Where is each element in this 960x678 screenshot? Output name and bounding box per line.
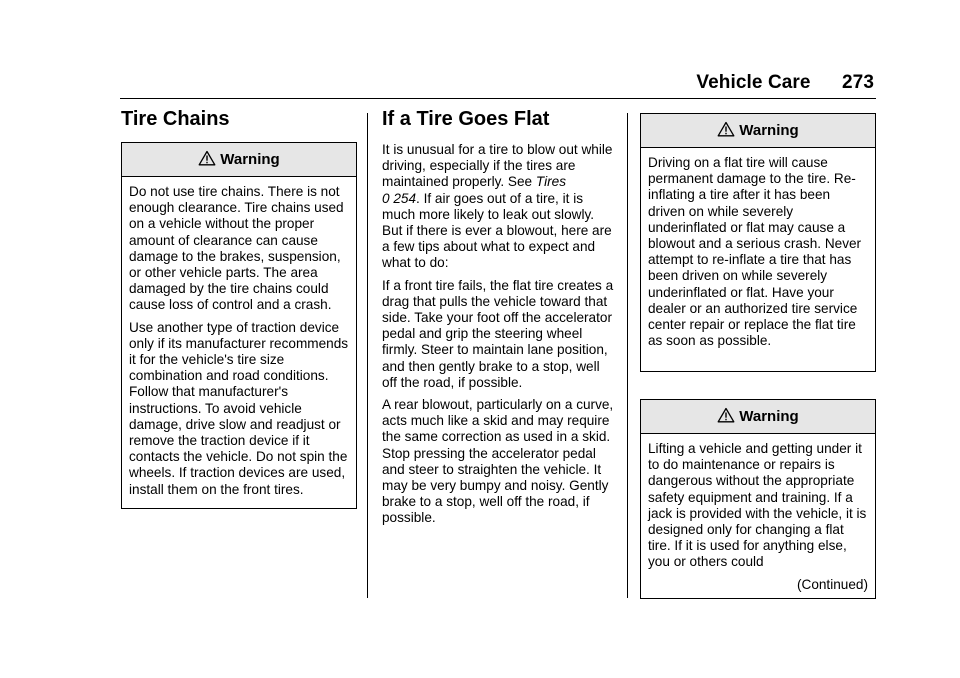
column-divider [627,113,628,598]
warning-text: Driving on a flat tire will cause permanent damage to the tire. Re-inflating a tire after it has been driven on while severely underinflated or flat may cause a blowout and a serious crash. Never attempt to re-inflate a tire that has been driven on while severely underinflated or flat. Have your dealer or an authorized tire service center repair or replace the flat tire as soon as possible. [648,155,862,349]
continued-label: (Continued) [796,576,868,592]
warning-box [121,142,357,509]
warning-triangle-icon [717,121,735,137]
flat-tire-section [382,108,614,533]
section-title: Vehicle Care [696,72,811,93]
warning-label: Warning [739,408,799,425]
warning-text: Lifting a vehicle and getting under it to do maintenance or repairs is dangerous without the appropriate safety equipment and training. If a jack is provided with the vehicle, it is designed only for changing a flat tire. If it is used for anything else, you or others could [648,441,867,570]
warnings-column [640,113,876,599]
warning-triangle-icon [198,150,216,166]
warning-header [122,143,356,177]
warning-label: Warning [739,122,799,139]
section-heading: Tire Chains [121,108,230,130]
warning-header [641,114,875,148]
page-reference[interactable]: 0 254 [382,190,417,206]
warning-box [640,113,876,372]
tire-chains-section [121,108,357,509]
warning-triangle-icon [717,407,735,423]
header-rule [120,98,876,99]
warning-text: Use another type of traction device only if its manufacturer recommends it for the vehicle's tire size combination and road conditions. Follow that manufacturer's instructions. To avoid vehicle damage, drive slow and readjust or remove the traction device if it contacts the vehicle. Do not spin the wheels. If traction devices are used, install them on the front tires. [129,319,349,497]
warning-text: Do not use tire chains. There is not enough clearance. Tire chains used on a vehicle without the proper amount of clearance can cause damage to the brakes, suspension, or other vehicle parts. The area damaged by the tire chains could cause loss of control and a crash. [129,184,344,313]
body-paragraph: A rear blowout, particularly on a curve, acts much like a skid and may require the same correction as used in a skid. Stop pressing the accelerator pedal and steer to straighten the vehicle. It may be very bumpy and noisy. Gently brake to a stop, well off the road, if possible. [382,397,614,526]
warning-box [640,399,876,599]
body-text: It is unusual for a tire to blow out while driving, especially if the tires are maintained properly. See [382,142,613,190]
column-divider [367,113,368,598]
body-paragraph: If a front tire fails, the flat tire creates a drag that pulls the vehicle toward that side. Take your foot off the accelerator pedal and grip the steering wheel firmly. Steer to maintain lane position, and then gently brake to a stop, well off the road, if possible. [382,277,614,390]
page-number: 273 [841,72,874,93]
warning-header [641,400,875,434]
section-heading: If a Tire Goes Flat [382,108,550,130]
warning-label: Warning [220,151,280,168]
page-header [696,72,874,94]
body-paragraph [382,142,614,272]
cross-reference-link[interactable]: Tires [535,174,566,190]
body-text: . If air goes out of a tire, it is much more likely to leak out slowly. But if there is ever a blowout, here are a few tips about what to expect and what to do: [382,190,612,271]
